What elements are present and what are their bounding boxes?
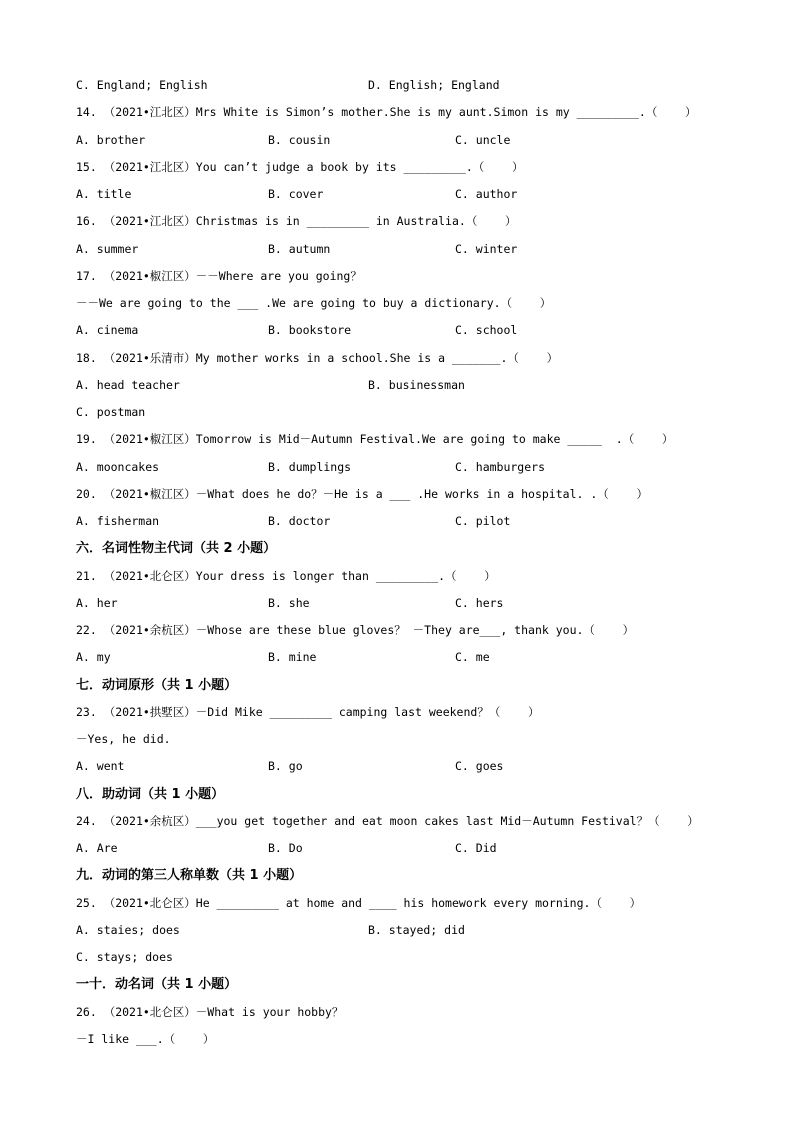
answer-options [76,127,756,154]
option-a: A. brother [76,132,146,147]
option-a: C. England; English [76,78,208,92]
question-text: 24. （2021•余杭区）___you get together and eat moon cakes last Mid－Autumn Festival？（ ） [76,813,699,828]
option-b: B. she [268,595,310,610]
option-c: C. me [455,650,490,665]
option-a: A. summer [76,241,139,256]
answer-options [76,590,756,617]
option-a: A. her [76,595,118,610]
section-heading: 八．助动词（共 1 小题） [76,786,225,802]
question-text: 14. （2021•江北区）Mrs White is Simon’s mother.She is my aunt.Simon is my _________.（ ） [76,105,697,120]
answer-options [76,236,756,263]
question-text: 19. （2021•椒江区）Tomorrow is Mid－Autumn Festival.We are going to make _____ .（ ） [76,432,674,447]
option-c: C. uncle [455,132,511,147]
question-text: 18. （2021•乐清市）My mother works in a school.She is a _______.（ ） [76,350,559,365]
worksheet-page [76,72,756,1053]
option-b: B. cousin [268,132,331,147]
question-text: －－We are going to the ___ .We are going to buy a dictionary.（ ） [76,296,552,310]
option-c: C. Did [455,841,497,855]
question-text: 26. （2021•北仑区）－What is your hobby？ [76,1004,344,1019]
question-text: 20. （2021•椒江区）－What does he do？－He is a ___ .He works in a hospital. .（ ） [76,486,648,501]
answer-options [76,753,756,780]
option-b: B. Do [268,841,303,855]
option-c: C. winter [455,241,518,256]
answer-options [76,372,756,399]
answer-options [76,508,756,535]
question-text: －I like ___.（ ） [76,1031,215,1046]
option-b: B. go [268,759,303,774]
question-text: 22. （2021•余杭区）－Whose are these blue gloves？ －They are___, thank you.（ ） [76,623,635,637]
question-text: 25. （2021•北仑区）He _________ at home and ____ his homework every morning.（ ） [76,895,642,910]
question-text: 16. （2021•江北区）Christmas is in _________ in Australia.（ ） [76,214,517,229]
option-b: B. dumplings [268,459,352,474]
option-b: B. cover [268,187,324,201]
question-text: －Yes, he did. [76,732,171,746]
section-heading: 七．动词原形（共 1 小题） [76,677,238,693]
option-a: A. my [76,650,111,665]
option-c: C. goes [455,759,504,774]
question-text: 23. （2021•拱墅区）－Did Mike _________ camping last weekend？（ ） [76,704,540,719]
option-b: B. stayed; did [368,922,465,937]
option-c: C. hers [455,595,504,610]
answer-options [76,181,756,208]
question-text: C. postman [76,405,146,419]
option-c: C. author [455,187,518,201]
answer-options [76,72,756,99]
option-a: A. fisherman [76,514,160,528]
option-b: B. bookstore [268,323,352,338]
option-b: B. businessman [368,377,465,392]
answer-options [76,644,756,671]
option-a: A. mooncakes [76,459,160,474]
question-text: 21. （2021•北仑区）Your dress is longer than _________.（ ） [76,568,496,583]
option-b: B. doctor [268,514,331,528]
option-a: A. cinema [76,323,139,338]
section-heading: 一十．动名词（共 1 小题） [76,977,238,993]
option-a: A. Are [76,841,118,855]
section-heading: 九．动词的第三人称单数（共 1 小题） [76,868,303,884]
option-a: A. title [76,187,132,201]
question-text: C. stays; does [76,950,173,964]
answer-options [76,917,756,944]
option-c: C. school [455,323,518,338]
option-a: A. head teacher [76,377,180,392]
option-b: B. mine [268,650,317,665]
section-heading: 六．名词性物主代词（共 2 小题） [76,541,277,557]
option-a: A. staies; does [76,922,180,937]
answer-options [76,835,756,862]
answer-options [76,317,756,344]
option-c: C. hamburgers [455,459,546,474]
question-text: 17. （2021•椒江区）－－Where are you going？ [76,268,362,283]
answer-options [76,454,756,481]
option-b: D. English; England [368,78,500,92]
option-b: B. autumn [268,241,331,256]
option-c: C. pilot [455,514,511,528]
option-a: A. went [76,759,125,774]
question-text: 15. （2021•江北区）You can’t judge a book by its _________.（ ） [76,159,524,174]
